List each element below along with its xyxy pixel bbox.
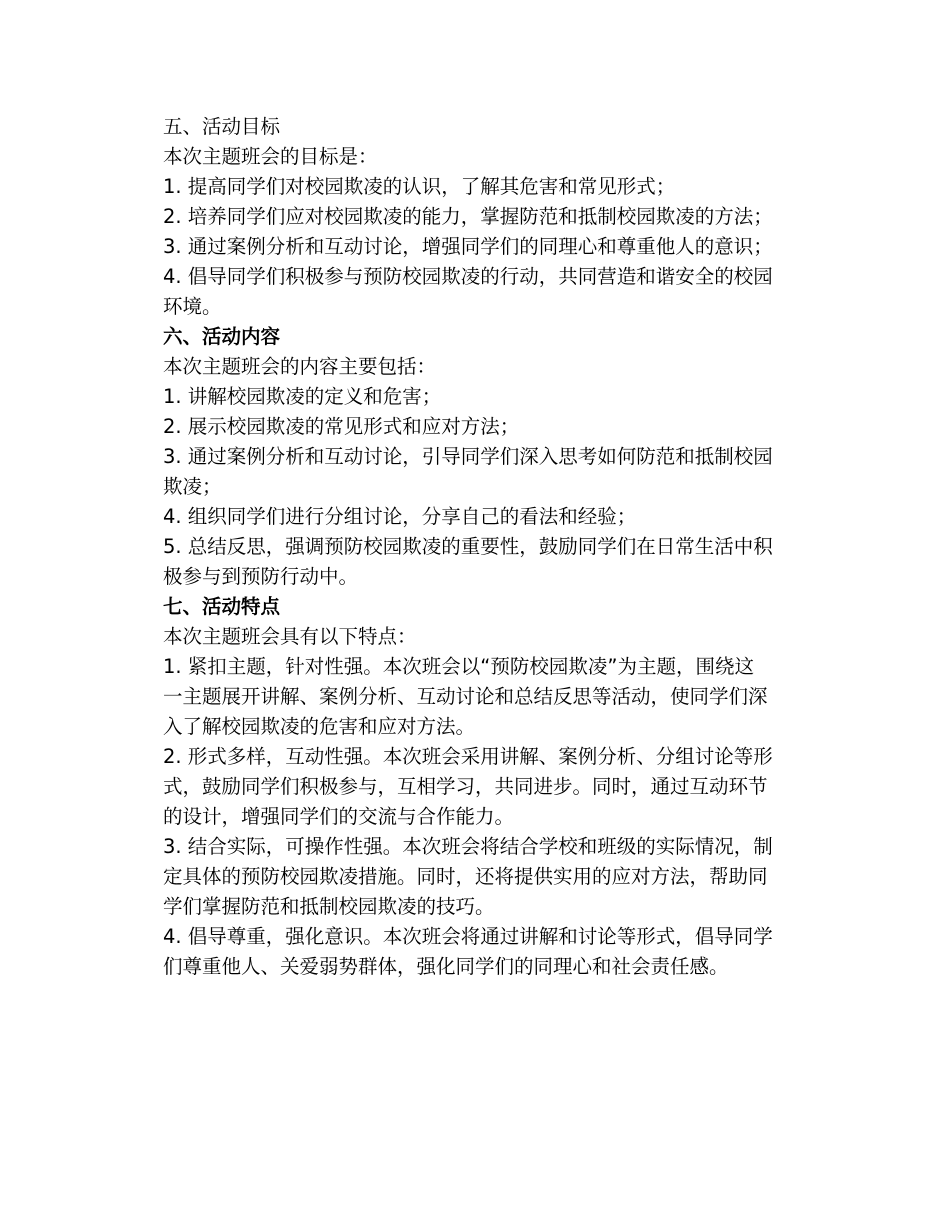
- section-7-item-2: 2. 形式多样，互动性强。本次班会采用讲解、案例分析、分组讨论等形式，鼓励同学们积极参与，互相学习，共同进步。同时，通过互动环节的设计，增强同学们的交流与合作能力。: [163, 745, 773, 828]
- section-7-item-3: 3. 结合实际，可操作性强。本次班会将结合学校和班级的实际情况，制定具体的预防校园欺凌措施。同时，还将提供实用的应对方法，帮助同学们掌握防范和抵制校园欺凌的技巧。: [163, 835, 773, 918]
- section-7-item-4: 4. 倡导尊重，强化意识。本次班会将通过讲解和讨论等形式，倡导同学们尊重他人、关爱弱势群体，强化同学们的同理心和社会责任感。: [163, 925, 773, 978]
- section-7-intro: 本次主题班会具有以下特点：: [163, 625, 417, 648]
- section-5-item-1: 1. 提高同学们对校园欺凌的认识，了解其危害和常见形式；: [163, 175, 676, 198]
- section-6-item-1: 1. 讲解校园欺凌的定义和危害；: [163, 385, 442, 408]
- section-6-item-3: 3. 通过案例分析和互动讨论，引导同学们深入思考如何防范和抵制校园欺凌；: [163, 445, 773, 498]
- section-7-item-1: 1. 紧扣主题，针对性强。本次班会以“预防校园欺凌”为主题，围绕这一主题展开讲解、案例分析、互动讨论和总结反思等活动，使同学们深入了解校园欺凌的危害和应对方法。: [163, 655, 768, 738]
- section-5-heading: 五、活动目标: [163, 115, 281, 138]
- section-5-item-4: 4. 倡导同学们积极参与预防校园欺凌的行动，共同营造和谐安全的校园环境。: [163, 265, 773, 318]
- section-6-intro: 本次主题班会的内容主要包括：: [163, 355, 437, 378]
- document-page: [163, 112, 773, 982]
- section-6-item-2: 2. 展示校园欺凌的常见形式和应对方法；: [163, 415, 520, 438]
- section-6-heading: 六、活动内容: [163, 325, 281, 348]
- section-5-intro: 本次主题班会的目标是：: [163, 145, 378, 168]
- section-5-item-3: 3. 通过案例分析和互动讨论，增强同学们的同理心和尊重他人的意识；: [163, 235, 773, 258]
- section-5-item-2: 2. 培养同学们应对校园欺凌的能力，掌握防范和抵制校园欺凌的方法；: [163, 205, 773, 228]
- section-6-item-4: 4. 组织同学们进行分组讨论，分享自己的看法和经验；: [163, 505, 637, 528]
- section-6-item-5: 5. 总结反思，强调预防校园欺凌的重要性，鼓励同学们在日常生活中积极参与到预防行动中。: [163, 535, 773, 588]
- section-7-heading: 七、活动特点: [163, 595, 281, 618]
